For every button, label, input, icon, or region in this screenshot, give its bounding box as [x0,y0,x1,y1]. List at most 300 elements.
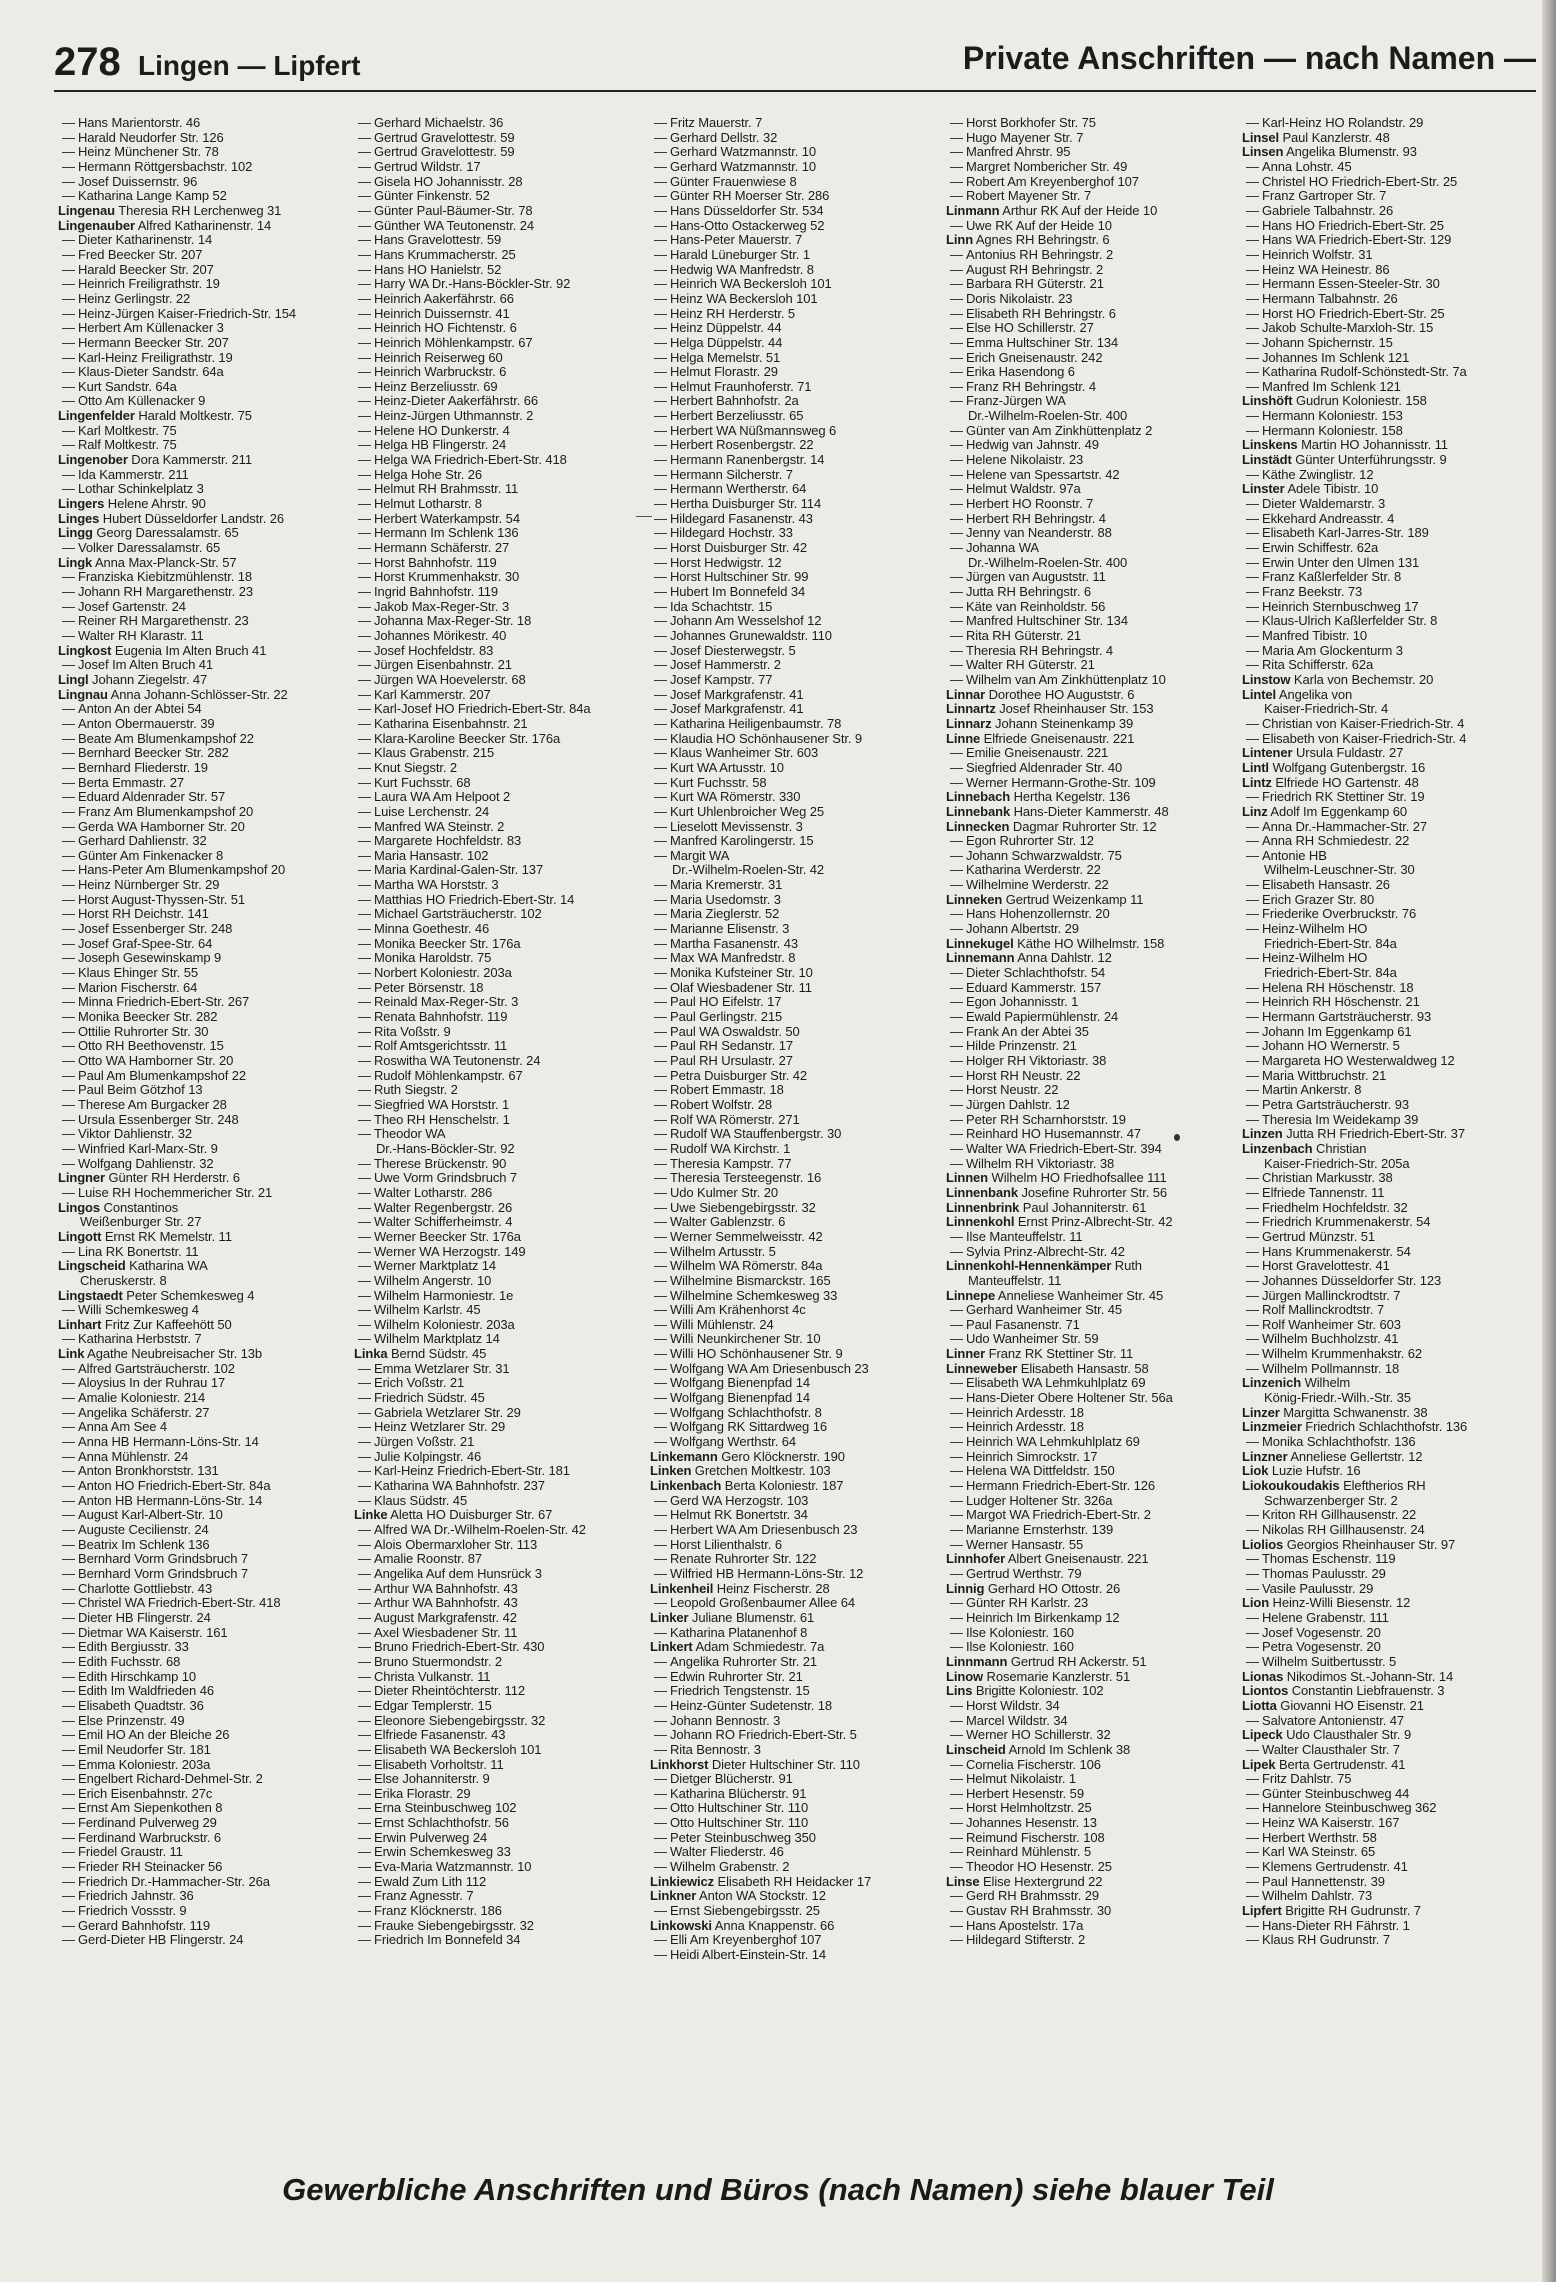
same-surname-dash: — [654,189,667,204]
directory-entry: Lintener Ursula Fuldastr. 27 [1242,746,1404,761]
same-surname-dash: — [358,1244,371,1259]
directory-entry: Linkenbach Berta Koloniestr. 187 [650,1479,844,1494]
same-surname-dash: — [950,1889,963,1904]
directory-entry: — Josef Markgrafenstr. 41 [650,702,934,717]
same-surname-dash: — [654,995,667,1010]
directory-entry: Kaiser-Friedrich-Str. 205a [1264,1156,1410,1171]
same-surname-dash: — [1246,834,1259,849]
directory-entry: — Nikolas RH Gillhausenstr. 24 [1242,1523,1526,1538]
directory-entry: — Katharina WA Bahnhofstr. 237 [354,1479,638,1494]
directory-entry: Linnhofer Albert Gneisenaustr. 221 [946,1552,1149,1567]
directory-entry: — Angelika Auf dem Hunsrück 3 [354,1567,638,1582]
same-surname-dash: — [654,1391,667,1406]
same-surname-dash: — [654,1288,667,1303]
directory-entry: Linnekugel Käthe HO Wilhelmstr. 158 [946,936,1165,951]
same-surname-dash: — [358,482,371,497]
directory-entry: — Rudolf Möhlenkampstr. 67 [354,1069,638,1084]
directory-entry: — Josef Hammerstr. 2 [650,658,934,673]
same-surname-dash: — [654,145,667,160]
same-surname-dash: — [654,130,667,145]
same-surname-dash: — [654,335,667,350]
surname: Lion [1242,1596,1270,1611]
directory-entry: — Hans HO Hanielstr. 52 [354,263,638,278]
directory-entry: — Helmut Florastr. 29 [650,365,934,380]
same-surname-dash: — [654,1185,667,1200]
same-surname-dash: — [62,145,75,160]
directory-entry: — Günter Frauenwiese 8 [650,175,934,190]
directory-entry: — Bruno Friedrich-Ebert-Str. 430 [354,1640,638,1655]
same-surname-dash: — [1246,1097,1259,1112]
directory-entry: — Walter Schifferheimstr. 4 [354,1215,638,1230]
same-surname-dash: — [1246,350,1259,365]
directory-entry: — Werner Hermann-Grothe-Str. 109 [946,776,1230,791]
same-surname-dash: — [654,1171,667,1186]
directory-entry: — Marcel Wildstr. 34 [946,1714,1230,1729]
directory-entry: Linnar Dorothee HO Auguststr. 6 [946,687,1135,702]
directory-entry: — Heinz Berzeliusstr. 69 [354,380,638,395]
directory-entry: — Herbert Werthstr. 58 [1242,1831,1526,1846]
same-surname-dash: — [358,1596,371,1611]
directory-entry: — Emil Neudorfer Str. 181 [58,1743,342,1758]
same-surname-dash: — [358,819,371,834]
same-surname-dash: — [950,1786,963,1801]
same-surname-dash: — [62,936,75,951]
directory-entry: — Siegfried Aldenrader Str. 40 [946,761,1230,776]
same-surname-dash: — [1246,526,1259,541]
same-surname-dash: — [358,306,371,321]
directory-entry: — Marianne Ernsterhstr. 139 [946,1523,1230,1538]
directory-entry: Link Agathe Neubreisacher Str. 13b [58,1347,263,1362]
directory-entry: — Edith Bergiusstr. 33 [58,1640,342,1655]
directory-entry: — Johanna Max-Reger-Str. 18 [354,614,638,629]
same-surname-dash: — [358,1493,371,1508]
same-surname-dash: — [358,1449,371,1464]
same-surname-dash: — [358,1215,371,1230]
surname: Lingstaedt [58,1288,123,1303]
same-surname-dash: — [358,1288,371,1303]
directory-entry: — Edwin Ruhrorter Str. 21 [650,1670,934,1685]
same-surname-dash: — [358,203,371,218]
same-surname-dash: — [654,1347,667,1362]
same-surname-dash: — [950,614,963,629]
directory-entry: — Friederike Overbruckstr. 76 [1242,907,1526,922]
same-surname-dash: — [654,966,667,981]
surname: Lionas [1242,1669,1284,1684]
directory-entry: — Rita RH Güterstr. 21 [946,629,1230,644]
same-surname-dash: — [654,1816,667,1831]
directory-entry: — Theodor WA [354,1127,638,1142]
directory-entry: — Walter Gablenzstr. 6 [650,1215,934,1230]
directory-entry: — Josef Im Alten Bruch 41 [58,658,342,673]
directory-entry: — Cornelia Fischerstr. 106 [946,1758,1230,1773]
directory-entry: — Erika Florastr. 29 [354,1787,638,1802]
same-surname-dash: — [62,863,75,878]
same-surname-dash: — [1246,922,1259,937]
directory-entry: Lingner Günter RH Herderstr. 6 [58,1171,240,1186]
directory-entry: — Karl-Josef HO Friedrich-Ebert-Str. 84a [354,702,638,717]
directory-entry: — Wilhelmine Schemkesweg 33 [650,1289,934,1304]
directory-entry: — Heinz Düppelstr. 44 [650,321,934,336]
directory-entry: Linkowski Anna Knappenstr. 66 [650,1918,835,1933]
surname: Linnmann [946,1654,1008,1669]
same-surname-dash: — [1246,1830,1259,1845]
same-surname-dash: — [62,628,75,643]
directory-entry: — Heinrich WA Lehmkuhlplatz 69 [946,1435,1230,1450]
directory-entry: — Therese Am Burgacker 28 [58,1098,342,1113]
directory-entry: — Rita Schifferstr. 62a [1242,658,1526,673]
same-surname-dash: — [358,1918,371,1933]
directory-entry: — Ewald Zum Lith 112 [354,1875,638,1890]
directory-entry: — Erich Voßstr. 21 [354,1376,638,1391]
same-surname-dash: — [62,1889,75,1904]
same-surname-dash: — [1246,1288,1259,1303]
same-surname-dash: — [654,731,667,746]
same-surname-dash: — [1246,1860,1259,1875]
same-surname-dash: — [1246,1010,1259,1025]
directory-entry: — Hermann Röttgersbachstr. 102 [58,160,342,175]
directory-entry: — Volker Daressalamstr. 65 [58,541,342,556]
directory-entry: — Otto Am Küllenacker 9 [58,394,342,409]
directory-entry: — Lothar Schinkelplatz 3 [58,482,342,497]
directory-entry: — Monika Beecker Str. 176a [354,937,638,952]
directory-entry: — Otto Hultschiner Str. 110 [650,1816,934,1831]
same-surname-dash: — [62,291,75,306]
same-surname-dash: — [358,1391,371,1406]
same-surname-dash: — [358,365,371,380]
same-surname-dash: — [950,1566,963,1581]
directory-entry: — Rolf Amtsgerichtsstr. 11 [354,1039,638,1054]
directory-entry: Linmann Arthur RK Auf der Heide 10 [946,203,1158,218]
directory-entry: — Karl Kammerstr. 207 [354,688,638,703]
directory-entry: — Margret Nombericher Str. 49 [946,160,1230,175]
directory-entry: — Jutta RH Behringstr. 6 [946,585,1230,600]
directory-entry: — Friedrich Im Bonnefeld 34 [354,1933,638,1948]
same-surname-dash: — [950,628,963,643]
directory-entry: — Horst August-Thyssen-Str. 51 [58,893,342,908]
same-surname-dash: — [62,1112,75,1127]
directory-entry: Linscheid Arnold Im Schlenk 38 [946,1742,1131,1757]
directory-entry: — Kriton RH Gillhausenstr. 22 [1242,1508,1526,1523]
same-surname-dash: — [358,335,371,350]
same-surname-dash: — [358,790,371,805]
directory-entry: — Gerhard Dellstr. 32 [650,131,934,146]
directory-entry: — Hans Düsseldorfer Str. 534 [650,204,934,219]
same-surname-dash: — [654,379,667,394]
directory-entry: — Edith Hirschkamp 10 [58,1670,342,1685]
same-surname-dash: — [358,1259,371,1274]
same-surname-dash: — [950,585,963,599]
same-surname-dash: — [358,526,371,541]
same-surname-dash: — [654,1039,667,1054]
same-surname-dash: — [1246,1112,1259,1127]
directory-entry: — Johannes Mörikestr. 40 [354,629,638,644]
same-surname-dash: — [358,746,371,761]
same-surname-dash: — [950,1610,963,1625]
same-surname-dash: — [62,423,75,438]
same-surname-dash: — [1246,1889,1259,1904]
directory-entry: — Anton An der Abtei 54 [58,702,342,717]
surname: Linne [946,731,981,746]
directory-entry: — Josef Hochfeldstr. 83 [354,644,638,659]
directory-entry: — Martha Fasanenstr. 43 [650,937,934,952]
same-surname-dash: — [358,1171,371,1186]
directory-entry: — Maria Zieglerstr. 52 [650,907,934,922]
surname: Linnarz [946,716,992,731]
surname: Lipfert [1242,1904,1282,1919]
same-surname-dash: — [654,819,667,834]
directory-entry: — Hermann Ranenbergstr. 14 [650,453,934,468]
directory-entry: — Petra Gartsträucherstr. 93 [1242,1098,1526,1113]
same-surname-dash: — [654,321,667,336]
listing-columns [58,116,1538,2126]
same-surname-dash: — [654,1215,667,1230]
directory-entry: — Wolfgang WA Am Driesenbusch 23 [650,1362,934,1377]
same-surname-dash: — [358,1229,371,1244]
directory-entry: — Elisabeth von Kaiser-Friedrich-Str. 4 [1242,732,1526,747]
directory-entry: — Johann HO Wernerstr. 5 [1242,1039,1526,1054]
directory-entry: — Hermann Essen-Steeler-Str. 30 [1242,277,1526,292]
same-surname-dash: — [62,1244,75,1259]
directory-entry: — Hans-Otto Ostackerweg 52 [650,219,934,234]
directory-entry: — Horst RH Neustr. 22 [946,1069,1230,1084]
surname: Lintz [1242,775,1272,790]
same-surname-dash: — [62,658,75,673]
listing-column-2 [354,116,650,2126]
same-surname-dash: — [62,966,75,981]
same-surname-dash: — [654,555,667,570]
directory-entry: — Hertha Duisburger Str. 114 [650,497,934,512]
same-surname-dash: — [358,189,371,204]
directory-entry: — Herbert Rosenbergstr. 22 [650,438,934,453]
directory-entry: — Lina RK Bonertstr. 11 [58,1245,342,1260]
directory-entry: Linken Gretchen Moltkestr. 103 [650,1464,831,1479]
same-surname-dash: — [358,614,371,629]
directory-entry: Linster Adele Tibistr. 10 [1242,482,1379,497]
directory-entry: — Wolfgang Dahlienstr. 32 [58,1157,342,1172]
directory-entry: — Harry WA Dr.-Hans-Böckler-Str. 92 [354,277,638,292]
directory-entry: — Heinrich Ardesstr. 18 [946,1420,1230,1435]
same-surname-dash: — [1246,203,1259,218]
same-surname-dash: — [358,760,371,775]
directory-entry: — Elisabeth WA Lehmkuhlplatz 69 [946,1376,1230,1391]
directory-entry: — Josef Markgrafenstr. 41 [650,688,934,703]
directory-entry: Lingott Ernst RK Memelstr. 11 [58,1229,232,1244]
same-surname-dash: — [654,1772,667,1787]
directory-entry: — Gisela HO Johannisstr. 28 [354,175,638,190]
same-surname-dash: — [654,218,667,233]
same-surname-dash: — [654,1904,667,1919]
same-surname-dash: — [654,203,667,218]
directory-entry: — Manfred Karolingerstr. 15 [650,834,934,849]
same-surname-dash: — [358,1742,371,1757]
directory-entry: — Hannelore Steinbuschweg 362 [1242,1801,1526,1816]
same-surname-dash: — [950,1625,963,1640]
same-surname-dash: — [62,716,75,731]
directory-entry: — Norbert Koloniestr. 203a [354,966,638,981]
directory-entry: Linnenbank Josefine Ruhrorter Str. 56 [946,1185,1167,1200]
same-surname-dash: — [1246,159,1259,174]
same-surname-dash: — [62,233,75,248]
directory-entry: — Heinrich Warbruckstr. 6 [354,365,638,380]
surname: Liontos [1242,1684,1289,1699]
same-surname-dash: — [1246,1024,1259,1039]
same-surname-dash: — [654,1508,667,1523]
same-surname-dash: — [654,1801,667,1816]
same-surname-dash: — [358,1889,371,1904]
same-surname-dash: — [62,1127,75,1142]
surname: Lingenfelder [58,409,135,424]
directory-entry: — Herbert Hesenstr. 59 [946,1787,1230,1802]
directory-entry: Linnarz Johann Steinenkamp 39 [946,716,1134,731]
surname: Lingkost [58,643,112,658]
directory-entry: Linnenkohl-Hennenkämper Ruth [946,1259,1142,1274]
directory-entry: — Margareta HO Westerwaldweg 12 [1242,1054,1526,1069]
directory-entry: Friedrich-Ebert-Str. 84a [1264,966,1397,981]
directory-entry: — Josef Vogesenstr. 20 [1242,1626,1526,1641]
directory-entry: — August Markgrafenstr. 42 [354,1611,638,1626]
directory-entry: — Reinhard HO Husemannstr. 47 [946,1127,1230,1142]
same-surname-dash: — [654,1303,667,1318]
directory-entry: — Werner WA Herzogstr. 149 [354,1245,638,1260]
same-surname-dash: — [654,790,667,805]
same-surname-dash: — [1246,1742,1259,1757]
surname: Linse [946,1874,980,1889]
directory-entry: Linnemann Anna Dahlstr. 12 [946,951,1112,966]
directory-entry: — Rolf WA Römerstr. 271 [650,1113,934,1128]
same-surname-dash: — [62,438,75,453]
same-surname-dash: — [1246,1786,1259,1801]
directory-entry: — Paul Beim Götzhof 13 [58,1083,342,1098]
directory-entry: Linke Aletta HO Duisburger Str. 67 [354,1508,553,1523]
directory-entry: — Hans-Dieter Obere Holtener Str. 56a [946,1391,1230,1406]
directory-entry: — Christian Markusstr. 38 [1242,1171,1526,1186]
directory-entry: — Martha WA Horststr. 3 [354,878,638,893]
same-surname-dash: — [1246,379,1259,394]
same-surname-dash: — [62,1156,75,1171]
directory-entry: — Theresia Im Weidekamp 39 [1242,1113,1526,1128]
same-surname-dash: — [950,1332,963,1347]
same-surname-dash: — [950,394,963,409]
same-surname-dash: — [654,570,667,585]
same-surname-dash: — [950,306,963,321]
surname: Linnemann [946,951,1015,966]
directory-entry: Lionas Nikodimos St.-Johann-Str. 14 [1242,1669,1454,1684]
directory-entry: Linnartz Josef Rheinhauser Str. 153 [946,702,1154,717]
directory-entry: Lingstaedt Peter Schemkesweg 4 [58,1288,255,1303]
directory-entry: Linstow Karla von Bechemstr. 20 [1242,672,1434,687]
same-surname-dash: — [950,438,963,453]
directory-entry: — Jürgen van Auguststr. 11 [946,570,1230,585]
directory-entry: — Friedrich Krummenakerstr. 54 [1242,1215,1526,1230]
directory-entry: — Kurt Uhlenbroicher Weg 25 [650,805,934,820]
directory-entry: — Jakob Max-Reger-Str. 3 [354,600,638,615]
directory-entry: — Anna Lohstr. 45 [1242,160,1526,175]
directory-entry: — Heinz WA Heinestr. 86 [1242,263,1526,278]
directory-entry: — Karl-Heinz Freiligrathstr. 19 [58,351,342,366]
directory-entry: — Gerard Bahnhofstr. 119 [58,1919,342,1934]
same-surname-dash: — [1246,1361,1259,1376]
directory-entry: Linkiewicz Elisabeth RH Heidacker 17 [650,1874,872,1889]
same-surname-dash: — [1246,1610,1259,1625]
same-surname-dash: — [358,1874,371,1889]
directory-entry: — Heinrich Simrockstr. 17 [946,1450,1230,1465]
directory-entry: — Klaus Südstr. 45 [354,1494,638,1509]
same-surname-dash: — [62,1010,75,1025]
directory-entry: — Christian von Kaiser-Friedrich-Str. 4 [1242,717,1526,732]
directory-entry: Linnmann Gertrud RH Ackerstr. 51 [946,1654,1147,1669]
directory-entry: — Heinz Münchener Str. 78 [58,145,342,160]
same-surname-dash: — [358,1757,371,1772]
surname: Liotta [1242,1698,1277,1713]
directory-entry: Lintel Angelika von [1242,687,1353,702]
surname: Linshöft [1242,394,1293,409]
directory-entry: — Johanna WA [946,541,1230,556]
directory-entry: — Johann Albertstr. 29 [946,922,1230,937]
directory-entry: — Heinz-Jürgen Kaiser-Friedrich-Str. 154 [58,307,342,322]
surname: Linner [946,1347,986,1362]
directory-entry: — Gustav RH Brahmsstr. 30 [946,1904,1230,1919]
same-surname-dash: — [1246,1845,1259,1860]
directory-entry: — Kurt Fuchsstr. 58 [650,776,934,791]
same-surname-dash: — [62,1845,75,1860]
same-surname-dash: — [950,541,963,556]
directory-entry: — Margit WA [650,849,934,864]
directory-entry: — Katharina Eisenbahnstr. 21 [354,717,638,732]
surname: Link [58,1347,85,1362]
directory-entry: — Angelika Ruhrorter Str. 21 [650,1655,934,1670]
surname: Linnen [946,1171,989,1186]
directory-entry: — Margot WA Friedrich-Ebert-Str. 2 [946,1508,1230,1523]
same-surname-dash: — [950,599,963,614]
same-surname-dash: — [654,1054,667,1068]
surname: Liolios [1242,1537,1284,1552]
same-surname-dash: — [358,130,371,145]
directory-entry: — Wolfgang Werthstr. 64 [650,1435,934,1450]
surname: Linsen [1242,145,1284,160]
same-surname-dash: — [62,1493,75,1508]
surname: Lingott [58,1229,102,1244]
same-surname-dash: — [950,1698,963,1713]
directory-entry: Linsen Angelika Blumenstr. 93 [1242,145,1417,160]
same-surname-dash: — [1246,1185,1259,1200]
same-surname-dash: — [358,922,371,937]
directory-entry: — Wolfgang Schlachthofstr. 8 [650,1406,934,1421]
directory-entry: — Karl-Heinz HO Rolandstr. 29 [1242,116,1526,131]
directory-entry: — Helga Memelstr. 51 [650,351,934,366]
directory-entry: — Viktor Dahlienstr. 32 [58,1127,342,1142]
directory-entry: — Udo Wanheimer Str. 59 [946,1332,1230,1347]
same-surname-dash: — [654,1068,667,1083]
directory-entry: — Ernst Am Siepenkothen 8 [58,1801,342,1816]
same-surname-dash: — [950,643,963,658]
directory-entry: — Paul HO Eifelstr. 17 [650,995,934,1010]
same-surname-dash: — [62,482,75,497]
same-surname-dash: — [1246,716,1259,731]
same-surname-dash: — [358,1610,371,1625]
same-surname-dash: — [950,1801,963,1816]
same-surname-dash: — [654,1523,667,1537]
surname: Lintener [1242,746,1293,761]
directory-entry: — Renata Bahnhofstr. 119 [354,1010,638,1025]
directory-entry: — Günther WA Teutonenstr. 24 [354,219,638,234]
directory-entry: — Werner Semmelweisstr. 42 [650,1230,934,1245]
directory-entry: — Eva-Maria Watzmannstr. 10 [354,1860,638,1875]
directory-entry: — Udo Kulmer Str. 20 [650,1186,934,1201]
same-surname-dash: — [62,1640,75,1655]
surname: Linka [354,1347,388,1362]
same-surname-dash: — [654,262,667,277]
same-surname-dash: — [1246,892,1259,907]
